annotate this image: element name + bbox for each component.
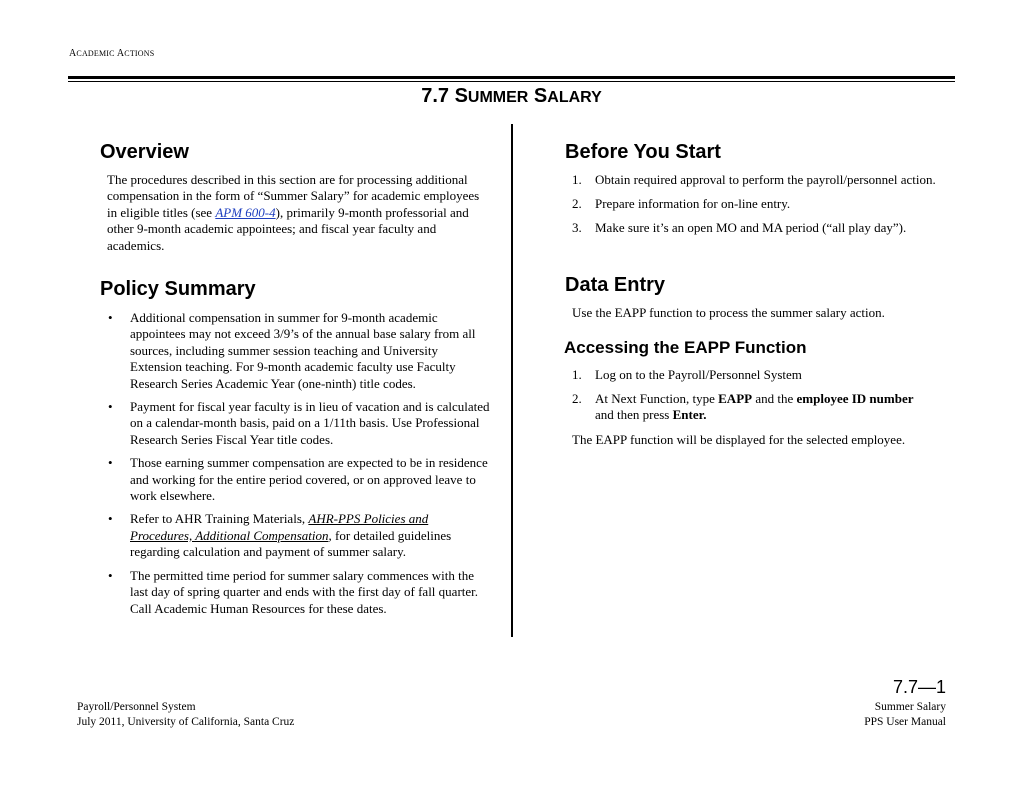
footer-manual-name: PPS User Manual — [864, 716, 946, 728]
page-title: 7.7 SUMMER SALARY — [421, 85, 602, 107]
overview-text-1: The procedures described in this section are for processing additional compensation in the form of “Summer Salary” for academic employees in eligible titles (see — [107, 172, 480, 220]
overview-text-2: ), primarily 9-month professorial and other 9-month academic appointees; and fiscal year faculty and academics. — [107, 204, 469, 253]
accessing-eapp-steps — [572, 367, 947, 424]
list-item: • Payment for fiscal year faculty is in lieu of vacation and is calculated on a calendar-month basis, paid on a 1/11th basis. Use Professional Research Series Fiscal Year title codes. — [108, 399, 490, 447]
overview-paragraph — [107, 172, 492, 254]
policy-bullet-list — [108, 310, 490, 624]
list-item: 2. Prepare information for on-line entry. — [572, 195, 791, 211]
accessing-eapp-heading: Accessing the EAPP Function — [564, 338, 807, 357]
footer-section-name: Summer Salary — [874, 701, 946, 713]
apm-600-4-link[interactable]: APM 600-4 — [215, 204, 276, 220]
bullet-icon: • — [108, 511, 113, 527]
before-you-start-heading: Before You Start — [565, 141, 721, 163]
list-item: • Refer to AHR Training Materials, AHR-PPS Policies and Procedures, Additional Compensation, for detailed guidelines regarding calculation and payment of summer salary. — [108, 511, 452, 560]
list-item: 3. Make sure it’s an open MO and MA period (“all play day”). — [572, 219, 907, 235]
bullet-icon: • — [108, 310, 113, 325]
footer-left — [77, 700, 294, 730]
list-item: • Those earning summer compensation are expected to be in residence and working for the entire period covered, or on approved leave to work elsewhere. — [108, 455, 488, 504]
footer-system-name: Payroll/Personnel System — [77, 701, 196, 713]
data-entry-heading: Data Entry — [565, 274, 666, 296]
footer-date-org: July 2011, University of California, Santa Cruz — [77, 716, 295, 728]
bullet-icon: • — [108, 399, 113, 415]
list-item: 1. Log on to the Payroll/Personnel System — [572, 367, 802, 382]
column-divider — [511, 124, 513, 637]
footer-right — [864, 700, 946, 730]
list-item: 2. At Next Function, type EAPP and the employee ID number and then press Enter. — [572, 390, 914, 423]
list-item: 1. Obtain required approval to perform the payroll/personnel action. — [572, 172, 936, 187]
ahr-pps-policies-link[interactable]: AHR-PPS Policies and Procedures, Additional Compensation — [130, 511, 429, 543]
header-rule-thick — [68, 76, 955, 79]
page-number: 7.7—1 — [892, 677, 946, 697]
list-item: • The permitted time period for summer salary commences with the last day of spring quarter and ends with the first day of fall quarter. Call Academic Human Resources for these dates. — [108, 567, 479, 616]
before-you-start-list — [572, 172, 947, 244]
bullet-icon: • — [108, 455, 113, 471]
list-item: • Additional compensation in summer for 9-month academic appointees may not exceed 3/9’s of the annual base salary from all sources, including summer session teaching and University Extension teaching. For 9-month academic faculty use Faculty Research Series Academic Year (one-ninth) title codes. — [108, 310, 476, 391]
eapp-closing-paragraph: The EAPP function will be displayed for the selected employee. — [572, 432, 906, 447]
overview-heading: Overview — [100, 141, 189, 163]
policy-summary-heading: Policy Summary — [100, 278, 256, 300]
bullet-icon: • — [108, 567, 113, 583]
running-header: ACADEMIC ACTIONS — [69, 48, 155, 59]
data-entry-paragraph: Use the EAPP function to process the summer salary action. — [572, 305, 885, 320]
